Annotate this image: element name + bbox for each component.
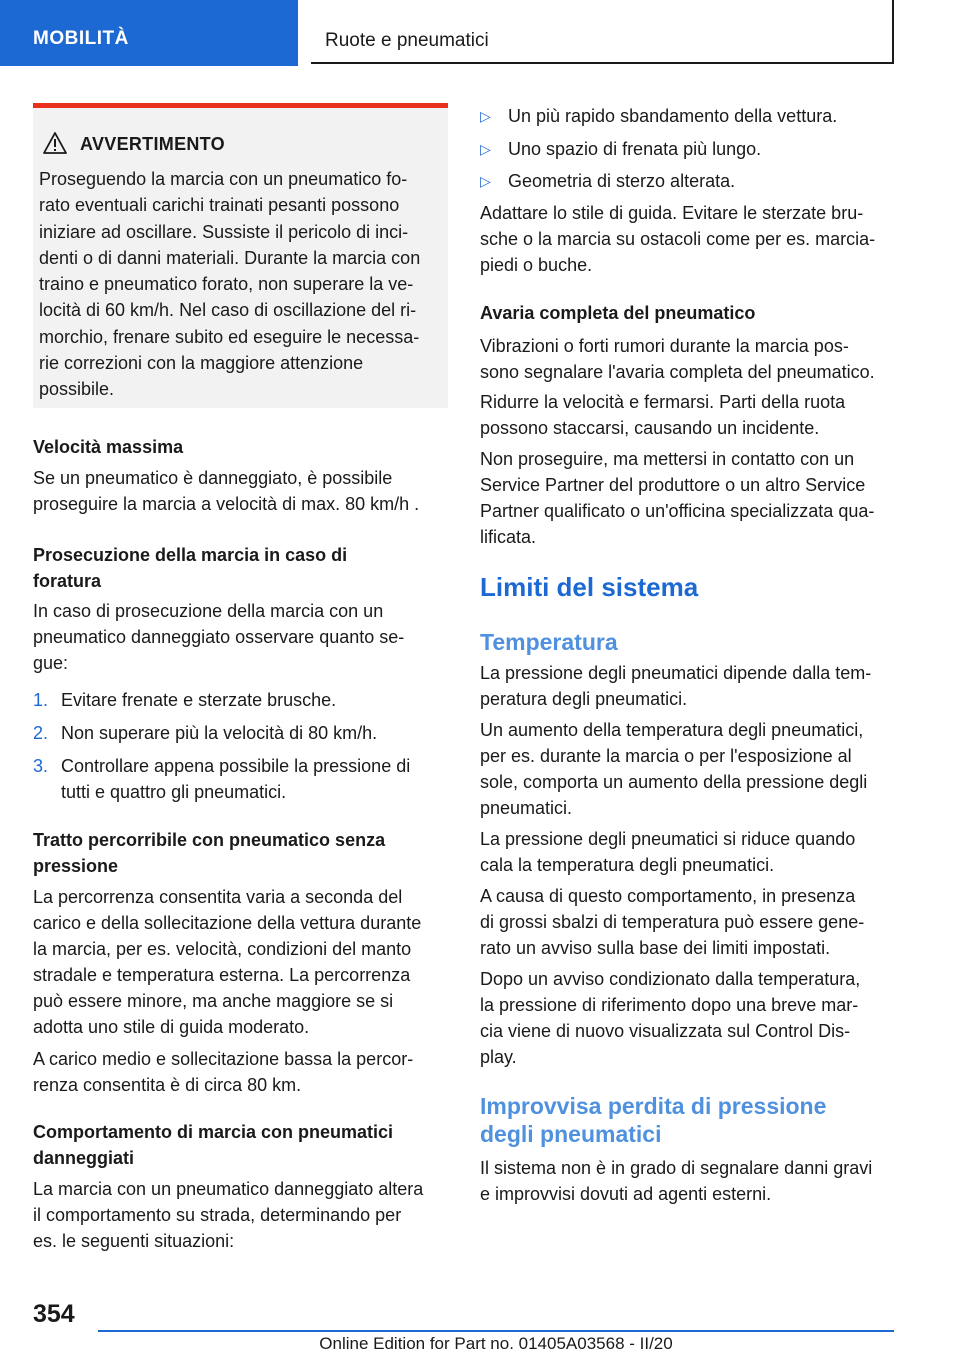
- paragraph-improvvisa: Il sistema non è in grado di segnalare danni gravi e improvvisi dovuti ad agenti esterni.: [480, 1158, 873, 1204]
- paragraph-tratto-1: La percorrenza consentita varia a seconda del carico e della sollecitazione della vettura durante la marcia, per es. velocità, condizioni del manto stradale e temperatura esterna. La percorrenza può essere minore, ma anche maggiore se si adotta uno stile di guida moderato.: [33, 887, 422, 1037]
- paragraph-velocita: Se un pneumatico è danneggiato, è possibile proseguire la marcia a velocità di max. 80 km/h .: [33, 468, 420, 514]
- heading-tratto-percorribile: Tratto percorribile con pneumatico senza pressione: [33, 830, 386, 876]
- paragraph-temperatura-3: La pressione degli pneumatici si riduce quando cala la temperatura degli pneumatici.: [480, 829, 856, 875]
- heading-velocita-massima: Velocità massima: [33, 437, 184, 457]
- bullet-icon: ▷: [480, 108, 491, 124]
- step-number: 3.: [33, 756, 49, 776]
- warning-box: [33, 103, 448, 408]
- heading-limiti-del-sistema: Limiti del sistema: [480, 572, 699, 602]
- heading-prosecuzione: Prosecuzione della marcia in caso di foratura: [33, 545, 348, 591]
- paragraph-avaria-2: Ridurre la velocità e fermarsi. Parti della ruota possono staccarsi, causando un incidente.: [480, 392, 846, 438]
- chapter-title: Ruote e pneumatici: [325, 30, 489, 51]
- paragraph-temperatura-5: Dopo un avviso condizionato dalla temperatura, la pressione di riferimento dopo una breve mar- cia viene di nuovo visualizzata sul Control Dis- play.: [480, 969, 861, 1067]
- paragraph-prosecuzione: In caso di prosecuzione della marcia con un pneumatico danneggiato osservare quanto se- gue:: [33, 601, 405, 673]
- paragraph-tratto-2: A carico medio e sollecitazione bassa la percor- renza consentita è di circa 80 km.: [33, 1049, 414, 1095]
- paragraph-avaria-1: Vibrazioni o forti rumori durante la marcia pos- sono segnalare l'avaria completa del pneumatico.: [480, 336, 875, 382]
- paragraph-adattare: Adattare lo stile di guida. Evitare le sterzate bru- sche o la marcia su ostacoli come per es. marcia- piedi o buche.: [480, 203, 876, 275]
- footer-edition: Online Edition for Part no. 01405A03568 - II/20: [319, 1334, 673, 1353]
- section-title: MOBILITÀ: [33, 28, 129, 49]
- paragraph-avaria-3: Non proseguire, ma mettersi in contatto con un Service Partner del produttore o un altro Service Partner qualificato o un'officina specializzata qua- lificata.: [480, 449, 875, 547]
- step-number: 1.: [33, 690, 49, 710]
- step-number: 2.: [33, 723, 49, 743]
- bullet-icon: ▷: [480, 173, 491, 189]
- warning-triangle-icon: [43, 132, 67, 154]
- section-tab: [0, 0, 298, 66]
- warning-text: Proseguendo la marcia con un pneumatico fo- rato eventuali carichi trainati pesanti possono iniziare ad oscillare. Sussiste il pericolo di inci- denti o di danni materiali. Durante la marcia con traino e pneumatico forato, non superare la ve- locità di 60 km/h. Nel caso di oscillazione del ri- morchio, frenare subito ed eseguire le necessa- rie correzioni con la maggiore attenzione possibile.: [39, 169, 421, 400]
- paragraph-temperatura-4: A causa di questo comportamento, in presenza di grossi sbalzi di temperatura può essere gene- rato un avviso sulla base dei limiti impostati.: [480, 886, 865, 958]
- heading-avaria: Avaria completa del pneumatico: [480, 303, 756, 323]
- heading-improvvisa-perdita: Improvvisa perdita di pressione degli pneumatici: [480, 1093, 827, 1147]
- paragraph-temperatura-1: La pressione degli pneumatici dipende dalla tem- peratura degli pneumatici.: [480, 663, 872, 709]
- warning-title: AVVERTIMENTO: [80, 134, 225, 154]
- heading-comportamento: Comportamento di marcia con pneumatici danneggiati: [33, 1122, 394, 1168]
- chapter-tab: [311, 0, 894, 64]
- bullet-icon: ▷: [480, 141, 491, 157]
- page-number: 354: [33, 1300, 75, 1328]
- footer-divider: [98, 1330, 894, 1332]
- paragraph-comportamento: La marcia con un pneumatico danneggiato altera il comportamento su strada, determinando per es. le seguenti situazioni:: [33, 1179, 424, 1251]
- paragraph-temperatura-2: Un aumento della temperatura degli pneumatici, per es. durante la marcia o per l'esposizione al sole, comporta un aumento della pressione degli pneumatici.: [480, 720, 868, 818]
- heading-temperatura: Temperatura: [480, 629, 618, 655]
